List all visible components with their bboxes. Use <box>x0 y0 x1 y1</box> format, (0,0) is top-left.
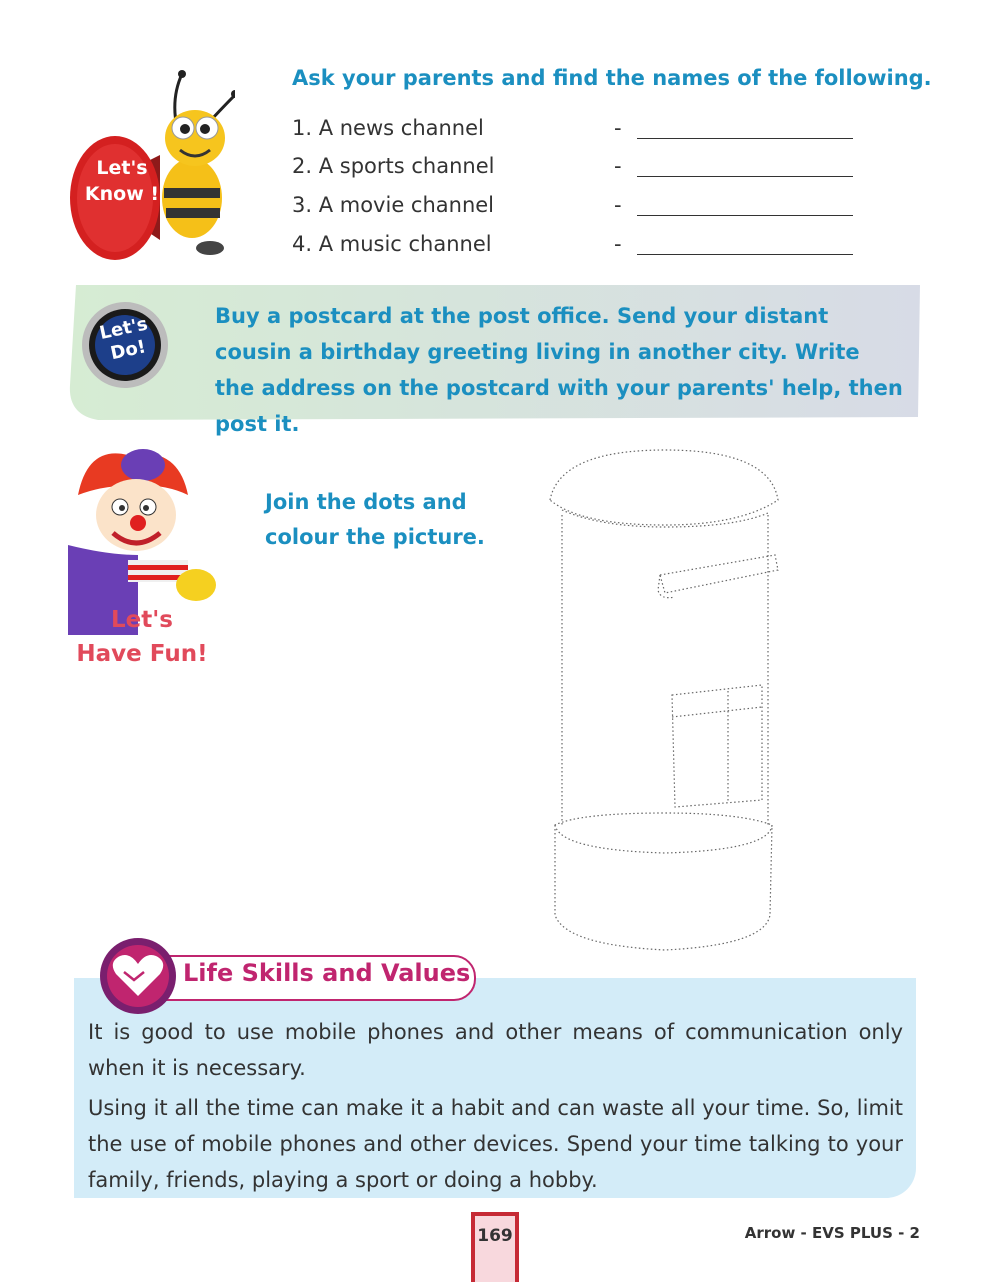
fun-instruction-line-1: Join the dots and <box>265 490 467 514</box>
dash: - <box>614 232 622 256</box>
dash: - <box>614 116 622 140</box>
fun-instruction-line-2: colour the picture. <box>265 525 485 549</box>
answer-blank-2[interactable] <box>637 176 853 177</box>
lets-know-heading: Ask your parents and find the names of the following. <box>292 66 932 90</box>
answer-blank-3[interactable] <box>637 215 853 216</box>
question-item-1: 1. A news channel <box>292 116 484 140</box>
dash: - <box>614 193 622 217</box>
fun-label-line-2: Have Fun! <box>76 641 208 667</box>
badge-line-1: Let's <box>96 157 148 179</box>
page-number-box <box>471 1212 519 1282</box>
lets-know-badge <box>82 155 162 207</box>
answer-blank-4[interactable] <box>637 254 853 255</box>
question-item-2: 2. A sports channel <box>292 154 495 178</box>
badge-line-2: Know ! <box>84 183 160 205</box>
answer-blank-1[interactable] <box>637 138 853 139</box>
life-skills-title: Life Skills and Values <box>183 959 471 987</box>
lets-do-instruction: Buy a postcard at the post office. Send your distant cousin a birthday greeting living in another city. Write the address on the postcard with your parents' help, then post it. <box>215 304 903 436</box>
dash: - <box>614 154 622 178</box>
fun-label-line-1: Let's <box>111 607 173 633</box>
life-skills-paragraph-1: It is good to use mobile phones and other means of communication only when it is necessary. <box>88 1020 903 1080</box>
life-skills-paragraph-2: Using it all the time can make it a habit and can waste all your time. So, limit the use of mobile phones and other devices. Spend your time talking to your family, friends, playing a sport or doing a hobby. <box>88 1096 903 1192</box>
lets-have-fun-label <box>72 603 212 671</box>
dotted-postbox-drawing[interactable] <box>540 445 790 960</box>
handshake-heart-icon <box>98 936 178 1016</box>
badge-line-1: Let's <box>97 313 150 345</box>
question-item-4: 4. A music channel <box>292 232 492 256</box>
book-title: Arrow - EVS PLUS - 2 <box>744 1224 920 1242</box>
fun-instruction <box>265 485 495 555</box>
question-item-3: 3. A movie channel <box>292 193 495 217</box>
page-number: 169 <box>477 1226 513 1246</box>
badge-line-2: Do! <box>108 336 148 365</box>
